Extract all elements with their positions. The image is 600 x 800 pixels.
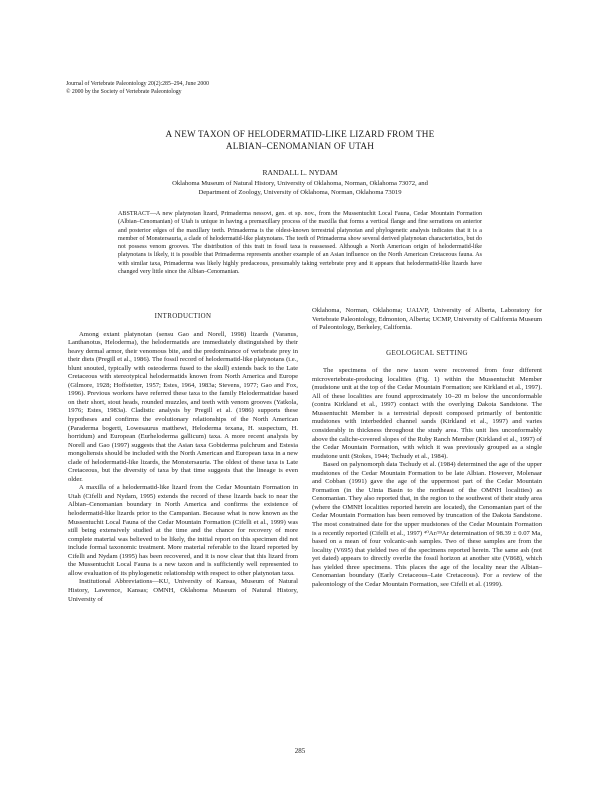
left-column (68, 308, 298, 604)
journal-citation-line: Journal of Vertebrate Paleontology 20(2):285–294, June 2000 (66, 81, 210, 87)
journal-citation (66, 80, 209, 96)
geological-setting-heading: GEOLOGICAL SETTING (386, 349, 468, 357)
author-name: RANDALL L. NYDAM (262, 168, 338, 177)
author-affiliation (90, 179, 510, 197)
intro-paragraph-1: Among extant platynotan (sensu Gao and Norell, 1998) lizards (Varanus, Lanthanotus, Heloderma), the helodermatids are immediately distinguished by their heavy dermal armor, their venomous bite, and the predominance of vertebrate prey in their diets (Pregill et al., 1986). The fossil record of helodermatid-like platynotans (i.e., blunt snouted, typically with osteoderms fused to the skull) extends back to the Late Cretaceous with stereotypical helodermatids known from North America and Europe (Gilmore, 1928; Hoffstetter, 1957; Estes, 1964, 1983a; Stevens, 1977; Gao and Fox, 1996). Previous workers have referred these taxa to the family Helodermatidae based on their short, stout heads, rounded muzzles, and teeth with venom grooves (Yatkola, 1976; Estes, 1983a). Cladistic analysis by Pregill et al. (1986) supports these hypotheses and confirms the evolutionary relationships of the North American (Paraderma bogerti, Lowesaurus matthewi, Heloderma texana, H. suspectum, H. horridum) and European (Eurheloderma gallicum) taxa. A more recent analysis by Norell and Gao (1997) suggests that the Asian taxa Gobiderma pulchrum and Estesia mongoliensis should be included with the North American and European taxa in a new clade of helodermatid-like lizards, the Monstersauria. The oldest of these taxa is Late Cretaceous, but the diversity of taxa by that time suggests that the lineage is even older. (68, 330, 298, 483)
intro-paragraph-2: A maxilla of a helodermatid-like lizard from the Cedar Mountain Formation in Utah (Cifelli and Nydam, 1995) extends the record of these lizards back to near the Albian–Cenomanian boundary in North America and confirms the existence of helodermatid-like lizards prior to the Campanian. Because what is now known as the Mussentuchit Local Fauna of the Cedar Mountain Formation (Cifelli et al., 1999) was still being extensively studied at the time and the chance for recovery of more complete material was believed to be likely, the initial report on this specimen did not include formal taxonomic treatment. More material referable to the lizard reported by Cifelli and Nydam (1995) has been recovered, and it is now clear that this lizard from the Mussentuchit Local Fauna is a new taxon and is sufficiently well represented to allow evaluation of its phylogenetic relationship with respect to other platynotan taxa. (68, 484, 298, 577)
affiliation-line-1: Oklahoma Museum of Natural History, University of Oklahoma, Norman, Oklahoma 73072, and (172, 180, 428, 187)
right-column (312, 307, 542, 589)
geology-paragraph-1: The specimens of the new taxon were recovered from four different microvertebrate-producing localities (Fig. 1) within the Mussentuchit Member (mudstone unit at the top of the Cedar Mountain Formation; see Kirkland et al., 1997). All of these localities are found approximately 10–20 m below the unconformable (contra Kirkland et al., 1997) contact with the overlying Dakota Sandstone. The Mussentuchit Member is a terrestrial deposit composed primarily of bentonitic mudstones with interbedded channel sands (Kirkland et al., 1997) and varies considerably in thickness throughout the study area. This unit lies unconformably above the caliche-covered slopes of the Ruby Ranch Member (Kirkland et al., 1997) of the Cedar Mountain Formation, with which it was previously grouped as a single mudstone unit (Stokes, 1944; Tschudy et al., 1984). (312, 367, 542, 460)
title-line-2: ALBIAN–CENOMANIAN OF UTAH (225, 141, 375, 151)
article-title (80, 128, 520, 152)
abstract: ABSTRACT—A new platynotan lizard, Primaderma nessovi, gen. et sp. nov., from the Mussentuchit Local Fauna, Cedar Mountain Formation (Albian–Cenomanian) of Utah is unique in having a premaxillary process of the maxilla that forms a vertical flange and fine serrations on anterior and posterior edges of the maxillary teeth. Primaderma is the oldest-known terrestrial platynotan and phylogenetic analysis indicates that it is a member of Monstersauria, a clade of helodermatid-like platynotans. The teeth of Primaderma show several derived platynotan characteristics, but do not possess venom grooves. The distribution of this trait in fossil taxa is reassessed. Although a North American origin of helodermatid-like platynotans is likely, it is possible that Primaderma represents another example of an Asian influence on the North American Cretaceous fauna. As with similar taxa, Primaderma was likely highly predaceous, presumably taking vertebrate prey and it appears that helodermatid-like lizards have changed very little since the Albian–Cenomanian. (118, 211, 482, 276)
institutional-abbreviations: Institutional Abbreviations—KU, University of Kansas, Museum of Natural History, Lawrence, Kansas; OMNH, Oklahoma Museum of Natural History, University of (68, 578, 298, 603)
title-line-1: A NEW TAXON OF HELODERMATID-LIKE LIZARD FROM THE (165, 129, 435, 139)
geology-paragraph-2: Based on palynomorph data Tschudy et al. (1984) determined the age of the upper mudstones of the Cedar Mountain Formation to be late Albian. However, Molenaar and Cobban (1991) gave the age of the uppermost part of the Cedar Mountain Formation (in the Uinta Basin to the northeast of the OMNH localities) as Cenomanian. They also reported that, in the region to the southwest of their study area (where the OMNH localities reported herein are located), the Cenomanian part of the Cedar Mountain Formation has been removed by truncation of the Dakota Sandstone. The most constrained date for the upper mudstones of the Cedar Mountain Formation is a recently reported (Cifelli et al., 1997) ⁴⁰Ar/³⁹Ar determination of 98.39 ± 0.07 Ma, based on a mean of four volcanic-ash samples. Two of these samples are from the locality (V695) that yielded two of the specimens reported herein. The same ash (not yet dated) appears to directly overlie the fossil horizon at another site (V868), which has yielded three specimens. This places the age of the locality near the Albian–Cenomanian boundary (Early Cretaceous–Late Cretaceous). For a review of the paleontology of the Cedar Mountain Formation, see Cifelli et al. (1999). (312, 461, 542, 588)
introduction-heading: INTRODUCTION (154, 313, 212, 320)
page-number: 285 (294, 747, 306, 755)
abbreviations-continued: Oklahoma, Norman, Oklahoma; UALVP, University of Alberta, Laboratory for Vertebrate Paleontology, Edmonton, Alberta; UCMP, University of California Museum of Paleontology, Berkeley, California. (312, 307, 542, 332)
affiliation-line-2: Department of Zoology, University of Oklahoma, Norman, Oklahoma 73019 (198, 189, 402, 196)
copyright-line: © 2000 by the Society of Vertebrate Paleontology (66, 89, 182, 95)
